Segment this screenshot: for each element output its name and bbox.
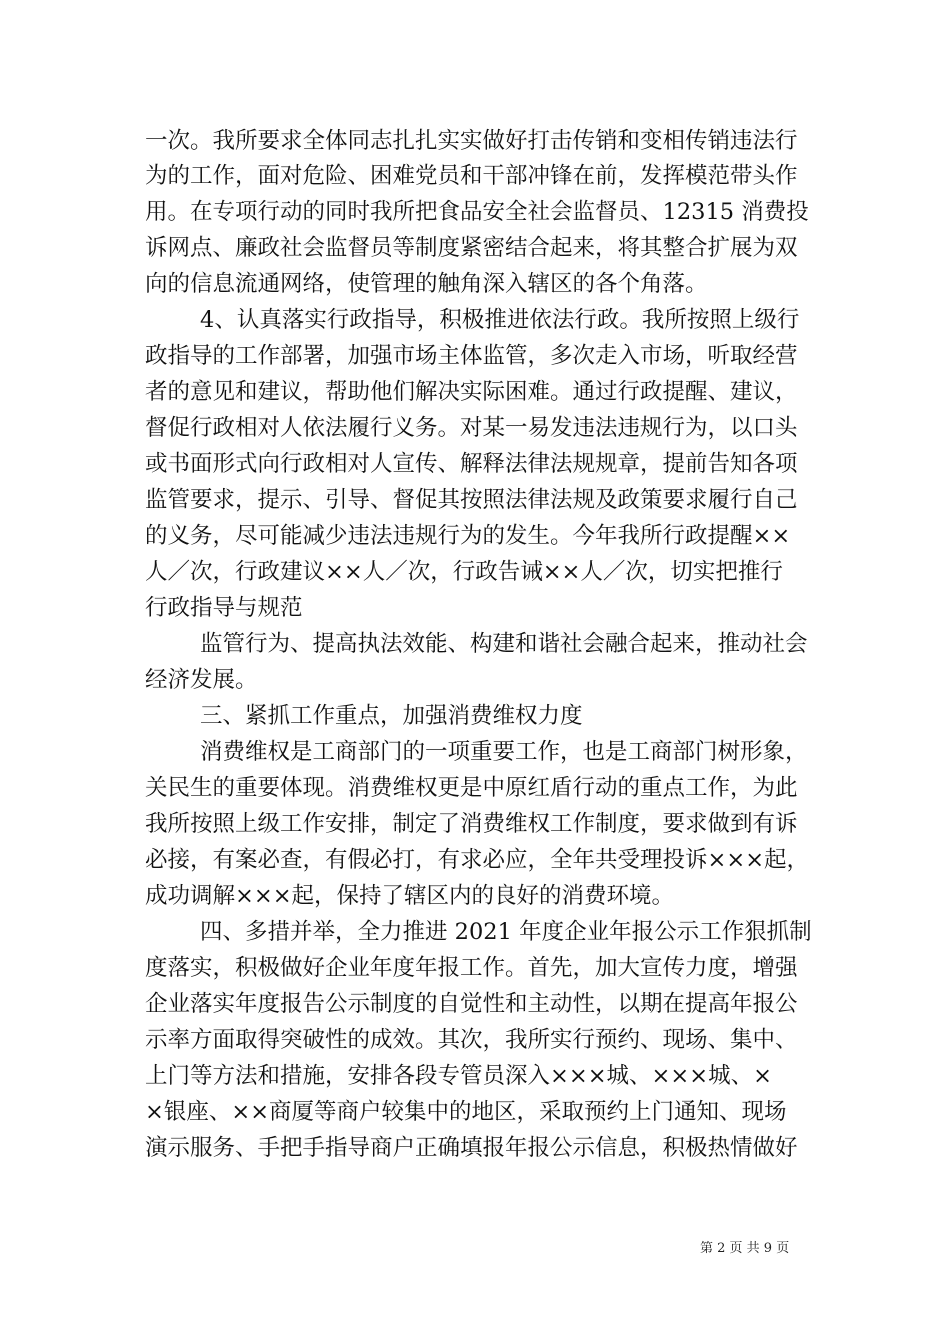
text-line: 关民生的重要体现。消费维权更是中原红盾行动的重点工作，为此 xyxy=(145,775,798,801)
text-line: 4、认真落实行政指导，积极推进依法行政。我所按照上级行 xyxy=(200,307,800,333)
text-line: 监管要求，提示、引导、督促其按照法律法规及政策要求履行自己 xyxy=(145,487,798,513)
text-line: 演示服务、手把手指导商户正确填报年报公示信息，积极热情做好 xyxy=(145,1135,798,1161)
text-line: 监管行为、提高执法效能、构建和谐社会融合起来，推动社会 xyxy=(200,631,808,657)
text-line: 的义务，尽可能减少违法违规行为的发生。今年我所行政提醒×× xyxy=(145,523,791,549)
text-line: 向的信息流通网络，使管理的触角深入辖区的各个角落。 xyxy=(145,271,708,297)
text-line: 一次。我所要求全体同志扎扎实实做好打击传销和变相传销违法行 xyxy=(145,128,798,154)
page-number: 第 2 页 共 9 页 xyxy=(700,1241,790,1256)
text-line: 诉网点、廉政社会监督员等制度紧密结合起来，将其整合扩展为双 xyxy=(145,235,798,261)
text-line: 必接，有案必查，有假必打，有求必应，全年共受理投诉×××起， xyxy=(145,847,810,873)
text-line: 消费维权是工商部门的一项重要工作，也是工商部门树形象， xyxy=(200,739,808,765)
text-line: 者的意见和建议，帮助他们解决实际困难。通过行政提醒、建议， xyxy=(145,379,798,405)
text-line: 我所按照上级工作安排，制定了消费维权工作制度，要求做到有诉 xyxy=(145,811,798,837)
text-line: 督促行政相对人依法履行义务。对某一易发违法违规行为，以口头 xyxy=(145,415,798,441)
text-line: 用。在专项行动的同时我所把食品安全社会监督员、12315 消费投 xyxy=(145,199,809,225)
text-line: 政指导的工作部署，加强市场主体监管，多次走入市场，听取经营 xyxy=(145,343,798,369)
text-line: 经济发展。 xyxy=(145,667,258,693)
text-line: 企业落实年度报告公示制度的自觉性和主动性，以期在提高年报公 xyxy=(145,991,798,1017)
text-line: ×银座、××商厦等商户较集中的地区，采取预约上门通知、现场 xyxy=(145,1099,787,1125)
text-line: 示率方面取得突破性的成效。其次，我所实行预约、现场、集中、 xyxy=(145,1027,798,1053)
text-line: 上门等方法和措施，安排各段专管员深入×××城、×××城、× xyxy=(145,1063,772,1089)
section-heading: 四、多措并举，全力推进 2021 年度企业年报公示工作狠抓制 xyxy=(200,919,812,945)
text-line: 人／次，行政建议××人／次，行政告诫××人／次，切实把推行 xyxy=(145,559,783,585)
text-line: 成功调解×××起，保持了辖区内的良好的消费环境。 xyxy=(145,883,675,909)
section-heading: 三、紧抓工作重点，加强消费维权力度 xyxy=(200,703,583,729)
text-line: 行政指导与规范 xyxy=(145,595,303,621)
text-line: 或书面形式向行政相对人宣传、解释法律法规规章，提前告知各项 xyxy=(145,451,798,477)
text-line: 为的工作，面对危险、困难党员和干部冲锋在前，发挥模范带头作 xyxy=(145,163,798,189)
text-line: 度落实，积极做好企业年度年报工作。首先，加大宣传力度，增强 xyxy=(145,955,798,981)
